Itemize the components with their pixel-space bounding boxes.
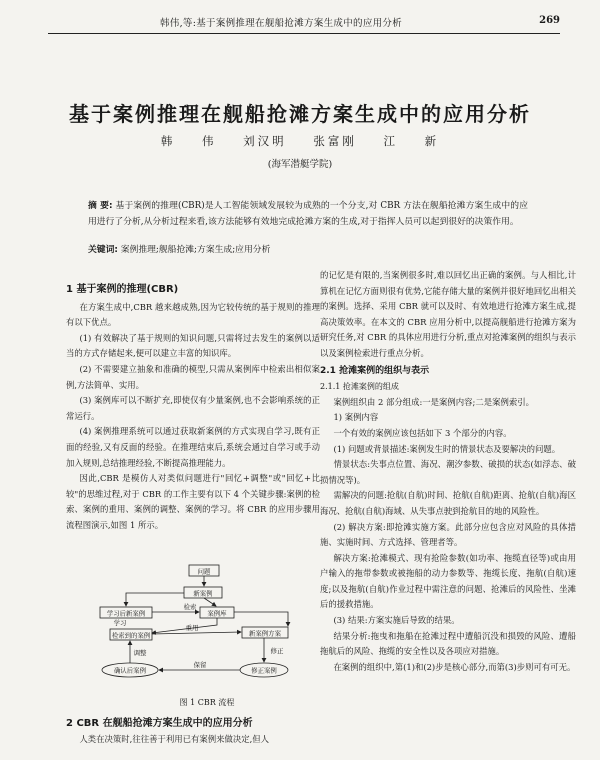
affiliation: (海军潜艇学院) — [267, 159, 333, 170]
paragraph: 需解决的问题:抢航(自航)时间、抢航(自航)距离、抢航(自航)海区海况、抢航(自航)海域、从失事点驶到抢航目的地的风险性。 — [320, 490, 576, 516]
edge-revise: 修正 — [270, 647, 284, 655]
cbr-flow-diagram — [92, 563, 322, 691]
paper-title: 基于案例推理在舰船抢滩方案生成中的应用分析 — [69, 102, 531, 126]
paragraph: 一个有效的案例应该包括如下 3 个部分的内容。 — [333, 427, 512, 438]
label-problem: 问题 — [197, 567, 211, 576]
edge-reuse: 重用 — [185, 624, 199, 632]
paragraph: (2) 解决方案:即抢滩实施方案。此部分应包含应对风险的具体措施、实施时间、方式选择、管理者等。 — [320, 521, 576, 548]
author-list: 韩 伟 刘汉明 张富刚 江 新 — [160, 134, 440, 148]
right-column — [320, 268, 576, 675]
paragraph: (3) 案例库可以不断扩充,即使仅有少量案例,也不会影响系统的正常运行。 — [66, 395, 320, 421]
paragraph: (2) 不需要建立抽象和准确的模型,只需从案例库中检索出相似案例,方法简单、实用。 — [66, 363, 320, 390]
edge-retrieve: 检索 — [183, 603, 197, 611]
abstract-text: 基于案例的推理(CBR)是人工智能领域发展较为成熟的一个分支,对 CBR 方法在舰船抢滩方案生成中的应用进行了分析,从分析过程来看,该方法能够有效地完成抢滩方案的生成,对于指挥人员可以起到很好的决策作用。 — [88, 201, 528, 227]
edge-learn: 学习 — [113, 619, 127, 627]
keywords-label: 关键词: — [88, 245, 118, 255]
abstract — [88, 198, 528, 230]
label-corrected: 修正案例 — [251, 666, 277, 675]
figure-caption: 图 1 CBR 流程 — [179, 698, 235, 707]
left-column-bottom — [66, 716, 320, 747]
section-2-1-1-heading: 2.1.1 抢滩案例的组成 — [320, 382, 399, 392]
keywords — [88, 243, 528, 257]
label-new-case: 新案例 — [193, 589, 213, 598]
header-rule — [48, 33, 560, 34]
abstract-label: 摘 要: — [88, 201, 113, 211]
section-2-heading: 2 CBR 在舰船抢滩方案生成中的应用分析 — [66, 718, 253, 729]
paragraph: 在方案生成中,CBR 越来越成熟,因为它较传统的基于规则的推理有以下优点。 — [66, 301, 320, 328]
keywords-text: 案例推理;舰船抢滩;方案生成;应用分析 — [120, 245, 271, 255]
label-retrieved: 检索到的案例 — [111, 631, 151, 640]
paragraph: (1) 有效解决了基于规则的知识问题,只需将过去发生的案例以适当的方式存储起来,便可以建立丰富的知识库。 — [66, 332, 320, 359]
paragraph: 案例组织由 2 部分组成:一是案例内容;二是案例索引。 — [333, 396, 534, 407]
left-column — [66, 278, 320, 534]
paragraph: 的记忆是有限的,当案例很多时,难以回忆出正确的案例。与人相比,计算机在记忆方面则很有优势,它能存储大量的案例并很好地回忆出相关的案例。选择、采用 CBR 就可以及时、有效地进行抢滩方案生成,提高决策效率。在本文的 CBR 应用分析中,以提高舰船进行抢滩方案为研究任务,对 CBR 的具体应用进行分析,重点对抢滩案例的组织与表示以及案例检索进行重点分析。 — [320, 270, 576, 358]
label-solution: 新案例方案 — [249, 629, 281, 638]
paragraph: (1) 问题或背景描述:案例发生时的情景状态及要解决的问题。 — [333, 443, 561, 454]
label-confirmed: 确认后案例 — [114, 666, 146, 675]
page-number: 269 — [539, 15, 560, 26]
paragraph: 因此,CBR 是模仿人对类似问题进行"回忆+调整"或"回忆+比较"的思维过程,对于 CBR 的工作主要有以下 4 个关键步骤:案例的检索、案例的重用、案例的调整、案例的学习。将 CBR 的应用步骤用流程图演示,如图 1 所示。 — [66, 473, 320, 530]
label-learned-case: 学习后新案例 — [106, 609, 146, 618]
paragraph: (3) 结果:方案实施后导致的结果。 — [333, 615, 460, 626]
edge-retain: 保留 — [193, 661, 207, 669]
label-case-base: 案例库 — [207, 609, 227, 618]
paragraph: 1) 案例内容 — [333, 412, 379, 423]
edge-adjust: 调整 — [133, 649, 147, 657]
running-header — [0, 0, 600, 40]
paragraph: 人类在决策时,往往善于利用已有案例来做决定,但人 — [79, 733, 270, 744]
paragraph: 结果分析:拖曳和拖船在抢滩过程中遭船沉没和损毁的风险、遭船拖航后的风险、拖缆的安全性以及各项应对措施。 — [320, 630, 576, 657]
paragraph: 情景状态:失事点位置、海况、潮汐参数、破损的状态(如浮态、破损情况等)。 — [320, 459, 576, 485]
section-1-heading: 1 基于案例的推理(CBR) — [66, 284, 179, 295]
paragraph: 在案例的组织中,第(1)和(2)步是核心部分,而第(3)步则可有可无。 — [333, 661, 576, 672]
section-2-1-heading: 2.1 抢滩案例的组织与表示 — [320, 365, 430, 376]
paragraph: (4) 案例推理系统可以通过获取新案例的方式实现自学习,既有正面的经验,又有反面的经验。在推理结束后,系统会通过自学习或手动加入规则,总结推理经验,不断提高推理能力。 — [66, 426, 320, 468]
paragraph: 解决方案:抢滩模式、现有抢险参数(如功率、拖缆直径等)或由用户输入的拖带参数或被拖船的动力参数等、拖缆长度、拖航(自航)速度;以及拖航(自航)作业过程中需注意的问题、抢滩后的风险性、坐滩后的援救措施。 — [320, 552, 576, 610]
running-title: 韩伟,等:基于案例推理在舰船抢滩方案生成中的应用分析 — [160, 18, 403, 29]
cbr-flow-figure — [92, 563, 322, 691]
